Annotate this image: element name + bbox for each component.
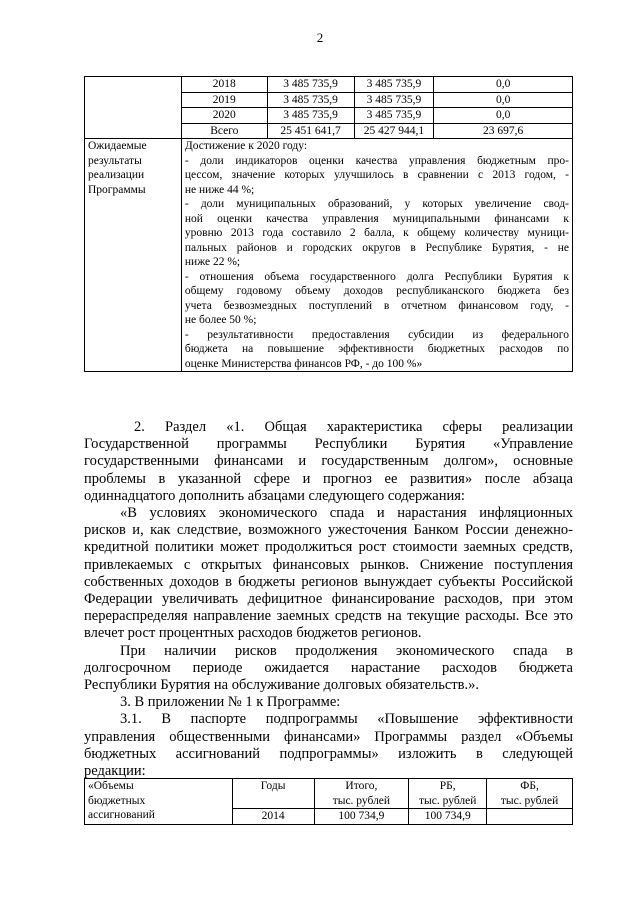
rb-cell: 25 427 944,1 [354,123,434,139]
amendment-text [84,419,573,780]
expected-results-row [85,139,573,372]
years-header: Годы [232,779,314,809]
fb-cell: 23 697,6 [434,123,573,139]
rb-cell: 3 485 735,9 [354,77,434,93]
paragraph-section-2: 2. Раздел «1. Общая характеристика сферы реализации Государственной программы Республики Бурятия «Управление государственными финансами и государственным долгом», основные проблемы в указанной сфере и прогноз ее развития» после абзаца одиннадцатого дополнить абзацами следующего содержания: [84,419,573,504]
total-cell: 3 485 735,9 [267,92,354,108]
year-cell: 2014 [232,809,314,825]
total-cell: 100 734,9 [314,809,409,825]
fb-cell: 0,0 [434,77,573,93]
rb-cell: 3 485 735,9 [354,108,434,124]
paragraph-section-3-1: 3.1. В паспорте подпрограммы «Повышение эффективности управления общественными финансами» Программы раздел «Объемы бюджетных ассигнований подпрограммы» изложить в следующей редакции: [84,711,573,780]
year-cell: 2020 [181,108,267,124]
total-cell: 25 451 641,7 [267,123,354,139]
funding-label: «Объемы бюджетных ассигнований [85,779,233,825]
subprogram-funding-table [84,778,573,825]
expected-results-label: Ожидаемые результаты реализации Программы [85,139,182,372]
rb-header: РБ, тыс. рублей [409,779,487,809]
fb-cell [487,809,573,825]
paragraph-section-3: 3. В приложении № 1 к Программе: [120,694,341,711]
expected-results-text: Достижение к 2020 году: - доли индикаторов оценки качества управления бюджетным про- цессом, значение которых улучшилось в сравнении с 2013 годом, - не ниже 44 %; - доли муниципальных образований, у которых увеличение свод- ной оценки качества управления муниципальными финансами к уровню 2013 года составило 2 балла, к общему количеству муници- пальных районов и городских округов в Республике Бурятия, - не ниже 22 %; - отношения объема государственного долга Республики Бурятия к общему годовому объему доходов республиканского бюджета без учета безвозмездных поступлений в отчетном финансовом году, - не более 50 %; - результативности предоставления субсидии из федерального бюджета на повышение эффективности бюджетных расходов по оценке Министерства финансов РФ, - до 100 %» [181,139,572,372]
header-row [85,779,573,809]
fb-cell: 0,0 [434,92,573,108]
year-cell: 2019 [181,92,267,108]
page-number: 2 [316,30,324,45]
rb-cell: 3 485 735,9 [354,92,434,108]
paragraph-quote-1: «В условиях экономического спада и нарастания инфляционных рисков и, как следствие, возможного ужесточения Банком России денежно- кредитной политики может продолжиться рост стоимости заемных средств, привлекаемых с открытых финансовых рынков. Снижение поступления собственных доходов в бюджеты регионов вынуждает субъекты Российской Федерации увеличивать дефицитное финансирование расходов, при этом перераспределяя направление заемных средств на текущие расходы. Все это влечет рост процентных расходов бюджетов регионов. [84,505,573,642]
empty-label-cell [85,77,182,139]
total-header: Итого, тыс. рублей [314,779,409,809]
year-cell: Всего [181,123,267,139]
rb-cell: 100 734,9 [409,809,487,825]
total-cell: 3 485 735,9 [267,108,354,124]
program-passport-table [84,76,573,372]
year-cell: 2018 [181,77,267,93]
paragraph-quote-2: При наличии рисков продолжения экономического спада в долгосрочном периоде ожидается нарастание расходов бюджета Республики Бурятия на обслуживание долговых обязательств.». [84,642,573,694]
funding-row-2018 [85,77,573,93]
total-cell: 3 485 735,9 [267,77,354,93]
fb-cell: 0,0 [434,108,573,124]
fb-header: ФБ, тыс. рублей [487,779,573,809]
